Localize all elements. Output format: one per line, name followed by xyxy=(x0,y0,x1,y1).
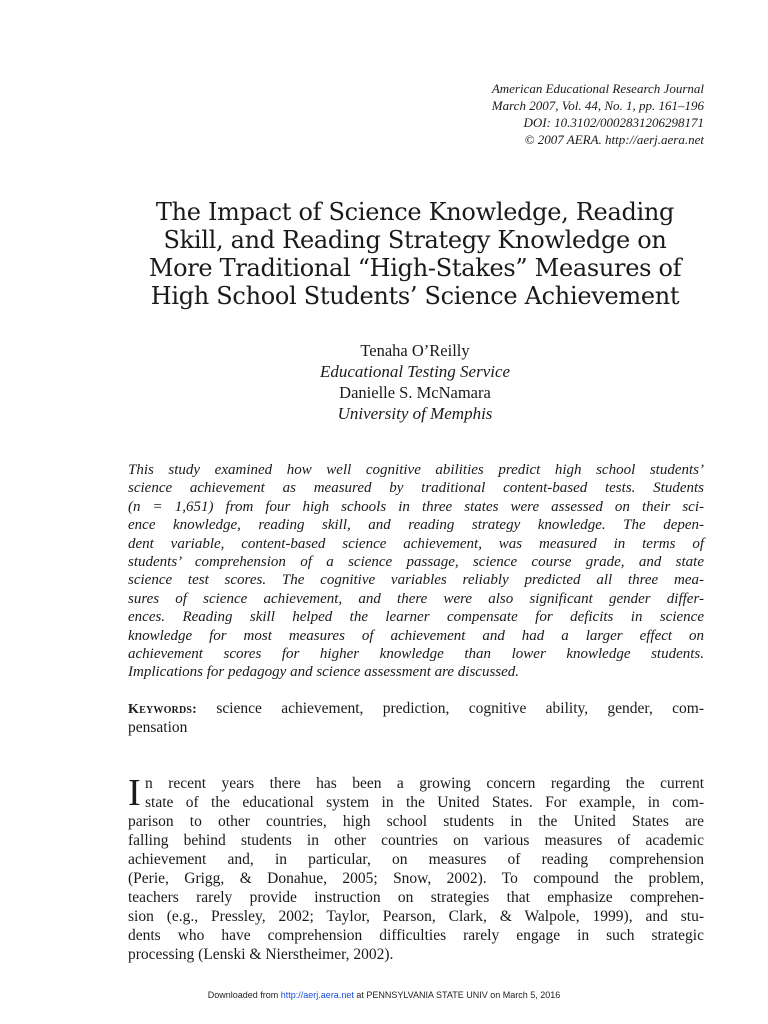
author-name: Danielle S. McNamara xyxy=(339,383,491,402)
abstract-line: science test scores. The cognitive variables reliably predicted all three mea- xyxy=(128,572,704,589)
journal-name: American Educational Research Journal xyxy=(491,81,704,96)
body-line: falling behind students in other countries on various measures of academic xyxy=(128,832,704,849)
abstract xyxy=(128,461,704,682)
title-line: The Impact of Science Knowledge, Reading xyxy=(155,198,675,226)
keywords-label: Keywords: xyxy=(128,702,198,717)
body-line: (Perie, Grigg, & Donahue, 2005; Snow, 2002). To compound the problem, xyxy=(128,870,704,887)
journal-doi: DOI: 10.3102/0002831206298171 xyxy=(523,115,704,130)
keywords-line: pensation xyxy=(128,719,188,736)
abstract-line: ences. Reading skill helped the learner compensate for deficits in science xyxy=(128,609,704,626)
abstract-line: ence knowledge, reading skill, and reading strategy knowledge. The depen- xyxy=(128,517,704,534)
title-line: Skill, and Reading Strategy Knowledge on xyxy=(163,226,667,254)
article-title xyxy=(100,198,730,310)
abstract-line: science achievement as measured by traditional content-based tests. Students xyxy=(128,480,704,497)
journal-issue: March 2007, Vol. 44, No. 1, pp. 161–196 xyxy=(491,98,704,113)
author-affiliation: University of Memphis xyxy=(337,404,493,423)
abstract-line: Implications for pedagogy and science assessment are discussed. xyxy=(128,664,520,681)
footer-prefix: Downloaded from xyxy=(207,990,281,1000)
body-line: n recent years there has been a growing concern regarding the current xyxy=(145,775,704,792)
footer-link[interactable]: http://aerj.aera.net xyxy=(280,990,354,1000)
drop-cap: I xyxy=(128,772,141,814)
body-line: parison to other countries, high school students in the United States are xyxy=(128,813,704,830)
abstract-line: sures of science achievement, and there were also significant gender differ- xyxy=(128,590,704,607)
keywords xyxy=(128,699,704,737)
body-paragraph xyxy=(128,774,704,964)
abstract-line: achievement scores for higher knowledge than lower knowledge students. xyxy=(128,645,704,662)
abstract-line: knowledge for most measures of achievement and had a larger effect on xyxy=(128,627,704,644)
author-affiliation: Educational Testing Service xyxy=(319,362,511,381)
title-line: High School Students’ Science Achievement xyxy=(150,282,680,310)
body-line: state of the educational system in the United States. For example, in com- xyxy=(145,794,704,811)
journal-copyright: © 2007 AERA. http://aerj.aera.net xyxy=(524,132,704,147)
body-line: teachers rarely provide instruction on strategies that emphasize comprehen- xyxy=(128,889,704,906)
author-block xyxy=(100,340,730,424)
author-name: Tenaha O’Reilly xyxy=(360,341,470,360)
abstract-line: students’ comprehension of a science passage, science course grade, and state xyxy=(128,553,704,570)
keywords-text: science achievement, prediction, cognitive ability, gender, com- xyxy=(197,700,704,717)
journal-info xyxy=(304,80,704,148)
abstract-line: This study examined how well cognitive abilities predict high school students’ xyxy=(128,462,704,478)
abstract-line: dent variable, content-based science achievement, was measured in terms of xyxy=(128,535,704,552)
title-line: More Traditional “High-Stakes” Measures of xyxy=(148,254,682,282)
body-line: sion (e.g., Pressley, 2002; Taylor, Pearson, Clark, & Walpole, 1999), and stu- xyxy=(128,908,704,925)
download-footer xyxy=(0,990,768,1000)
body-line: dents who have comprehension difficulties rarely engage in such strategic xyxy=(128,927,704,944)
body-line: processing (Lenski & Nierstheimer, 2002). xyxy=(128,946,394,963)
abstract-line: (n = 1,651) from four high schools in three states were assessed on their sci- xyxy=(128,498,704,515)
footer-suffix: at PENNSYLVANIA STATE UNIV on March 5, 2016 xyxy=(353,990,561,1000)
body-line: achievement and, in particular, on measures of reading comprehension xyxy=(128,851,704,868)
keywords-line xyxy=(128,699,704,718)
